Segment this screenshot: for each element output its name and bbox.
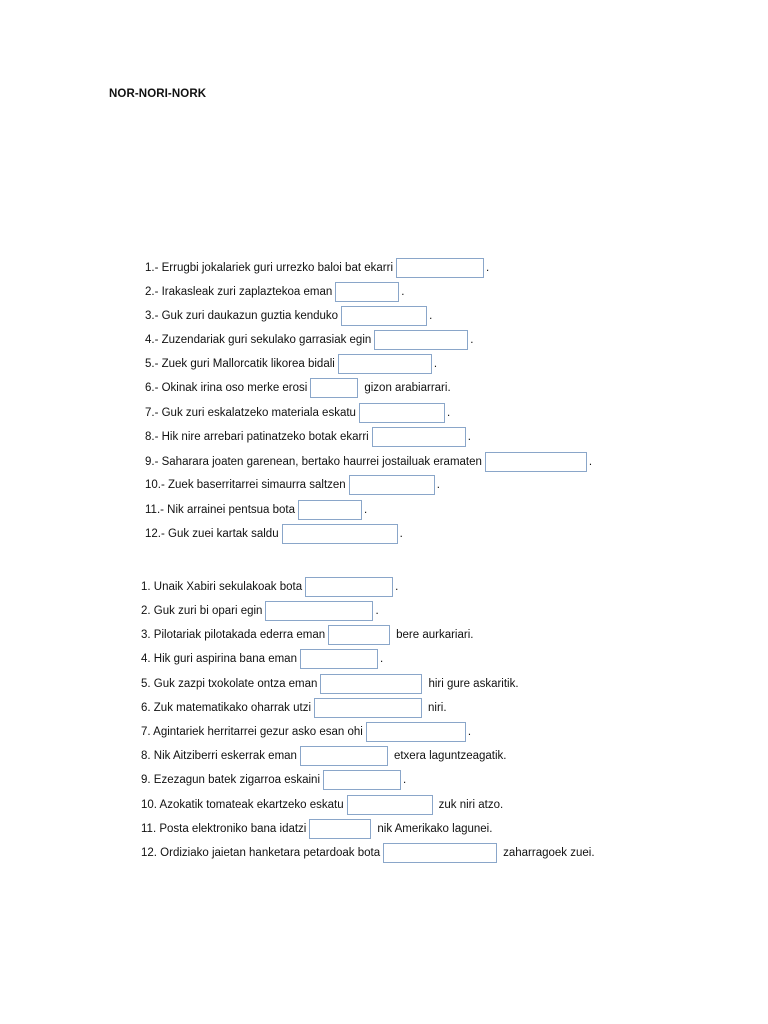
sentence-ending: . [401,286,405,298]
sentence-text: 5.- Zuek guri Mallorcatik likorea bidali [145,358,335,370]
sentence-ending: . [399,528,403,540]
sentence-ending: nik Amerikako lagunei. [377,823,493,835]
sentence-ending: . [470,334,474,346]
answer-field[interactable] [359,403,445,423]
sentence-text: 7.- Guk zuri eskalatzeko materiala eskatu [145,407,356,419]
answer-field[interactable] [309,819,371,839]
sentence-ending: zaharragoek zuei. [503,847,595,859]
sentence-ending: . [588,456,593,468]
sentence-text: 6. Zuk matematikako oharrak utzi [141,702,312,714]
sentence-text: 6.- Okinak irina oso merke erosi [145,382,308,394]
sentence-text: 12.- Guk zuei kartak saldu [145,528,279,540]
answer-field[interactable] [323,770,401,790]
exercise-1-sentence-7 [145,402,450,424]
exercise-1-sentence-1 [145,257,489,279]
exercise-2-sentence-1 [141,576,398,598]
exercise-1-sentence-9 [145,451,592,473]
exercise-1-sentence-3 [145,305,432,327]
exercise-1-sentence-10 [145,474,440,496]
exercise-2-sentence-7 [141,721,471,743]
answer-field[interactable] [374,330,468,350]
sentence-text: 8. Nik Aitziberri eskerrak eman [141,750,297,762]
page-title: NOR-NORI-NORK [109,88,207,100]
exercise-2-sentence-2 [141,600,379,622]
sentence-text: 8.- Hik nire arrebari patinatzeko botak ekarri [145,431,369,443]
answer-field[interactable] [305,577,393,597]
answer-field[interactable] [347,795,433,815]
exercise-1-sentence-11 [145,499,367,521]
sentence-ending: . [436,479,440,491]
sentence-ending: . [486,262,490,274]
answer-field[interactable] [300,746,388,766]
answer-field[interactable] [300,649,378,669]
sentence-text: 2.- Irakasleak zuri zaplaztekoa eman [145,286,333,298]
answer-field[interactable] [282,524,398,544]
answer-field[interactable] [383,843,497,863]
exercise-1-sentence-12 [145,523,403,545]
answer-field[interactable] [320,674,422,694]
sentence-ending: . [395,581,399,593]
sentence-ending: gizon arabiarrari. [364,382,451,394]
sentence-ending: . [433,358,438,370]
answer-field[interactable] [341,306,427,326]
sentence-text: 9. Ezezagun batek zigarroa eskaini [141,774,320,786]
sentence-text: 7. Agintariek herritarrei gezur asko esan ohi [141,726,363,738]
answer-field[interactable] [396,258,484,278]
sentence-ending: etxera laguntzeagatik. [393,750,507,762]
answer-field[interactable] [485,452,587,472]
answer-field[interactable] [265,601,373,621]
exercise-1-sentence-4 [145,329,474,351]
exercise-1-sentence-6 [145,377,451,399]
answer-field[interactable] [298,500,362,520]
exercise-1-sentence-5 [145,353,437,375]
sentence-ending: . [375,605,379,617]
sentence-ending: . [467,431,471,443]
sentence-ending: . [364,504,368,516]
answer-field[interactable] [366,722,466,742]
answer-field[interactable] [314,698,422,718]
sentence-ending: hiri gure askaritik. [428,678,519,690]
sentence-text: 9.- Saharara joaten garenean, bertako haurrei jostailuak eramaten [145,456,482,468]
sentence-ending: zuk niri atzo. [438,799,504,811]
exercise-2-sentence-9 [141,769,406,791]
exercise-2-sentence-5 [141,673,519,695]
sentence-text: 2. Guk zuri bi opari egin [141,605,263,617]
sentence-text: 5. Guk zazpi txokolate ontza eman [141,678,318,690]
sentence-ending: . [467,726,472,738]
exercise-2-sentence-6 [141,697,447,719]
answer-field[interactable] [335,282,399,302]
sentence-text: 11.- Nik arrainei pentsua bota [145,504,296,516]
sentence-ending: . [429,310,433,322]
sentence-ending: . [446,407,451,419]
answer-field[interactable] [349,475,435,495]
exercise-1-sentence-8 [145,426,471,448]
answer-field[interactable] [310,378,358,398]
sentence-text: 3.- Guk zuri daukazun guztia kenduko [145,310,339,322]
sentence-text: 4. Hik guri aspirina bana eman [141,653,297,665]
sentence-ending: . [403,774,407,786]
exercise-2-sentence-4 [141,648,383,670]
sentence-text: 3. Pilotariak pilotakada ederra eman [141,629,326,641]
sentence-text: 11. Posta elektroniko bana idatzi [141,823,307,835]
answer-field[interactable] [328,625,390,645]
sentence-text: 10.- Zuek baserritarrei simaurra saltzen [145,479,346,491]
sentence-ending: bere aurkariari. [396,629,474,641]
exercise-2-sentence-8 [141,745,506,767]
exercise-2-sentence-11 [141,818,492,840]
sentence-ending: . [379,653,384,665]
sentence-ending: niri. [428,702,447,714]
sentence-text: 4.- Zuzendariak guri sekulako garrasiak egin [145,334,372,346]
answer-field[interactable] [338,354,432,374]
sentence-text: 1.- Errugbi jokalariek guri urrezko baloi bat ekarri [145,262,393,274]
exercise-1-sentence-2 [145,281,405,303]
sentence-text: 1. Unaik Xabiri sekulakoak bota [141,581,303,593]
exercise-2-sentence-10 [141,794,503,816]
answer-field[interactable] [372,427,466,447]
exercise-2-sentence-3 [141,624,473,646]
sentence-text: 12. Ordiziako jaietan hanketara petardoak bota [141,847,381,859]
sentence-text: 10. Azokatik tomateak ekartzeko eskatu [141,799,344,811]
exercise-2-sentence-12 [141,842,595,864]
